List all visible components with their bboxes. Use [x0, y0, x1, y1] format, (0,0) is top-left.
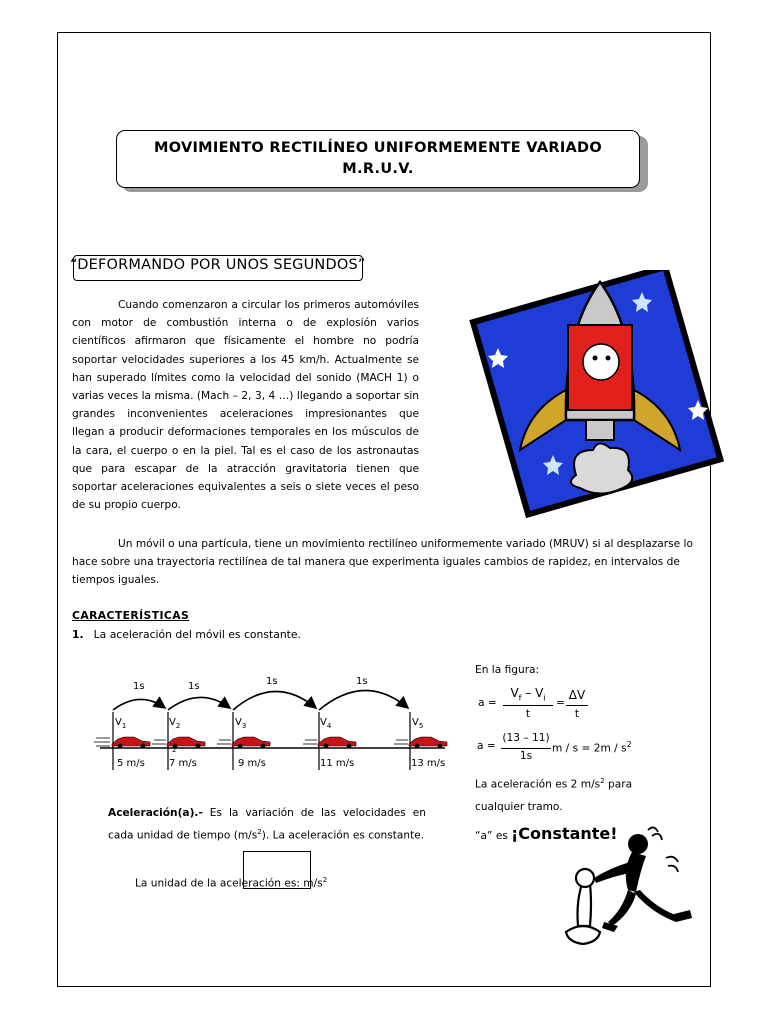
subtitle: “DEFORMANDO POR UNOS SEGUNDOS” [70, 257, 366, 273]
fraction-bar [566, 705, 588, 706]
intro-paragraph [72, 296, 419, 514]
formula1-delta-denominator: t [574, 708, 580, 720]
formula1-lhs: a = [478, 697, 497, 709]
speed-label: 11 m/s [320, 758, 355, 769]
car-icon [112, 737, 447, 748]
stray-mark: 2 [172, 746, 177, 754]
fraction-bar [501, 748, 551, 749]
formula1-delta-numerator: ΔV [568, 688, 586, 702]
velocity-label: $V_5$ [412, 717, 424, 730]
title-line1: MOVIMIENTO RECTILÍNEO UNIFORMEMENTE VARIADO [153, 140, 602, 156]
interval-label: 1s [188, 681, 200, 692]
title-box [116, 130, 640, 188]
fraction-bar [503, 705, 553, 706]
interval-label: 1s [133, 681, 145, 692]
formula2-numerator: (13 – 11) [502, 732, 550, 744]
formula1-denominator: t [525, 708, 531, 720]
constant-word: ¡Constante! [511, 824, 618, 843]
constant-prefix: “a” es [475, 830, 508, 842]
formula1-numerator: $V_f - V_i$ [510, 686, 546, 703]
title-line2: M.R.U.V. [342, 161, 414, 177]
rocket-illustration [468, 270, 733, 520]
characteristics-heading: CARACTERÍSTICAS [72, 609, 190, 622]
velocity-label: $V_3$ [235, 717, 247, 730]
definition-paragraph [72, 535, 695, 590]
unit-line: La unidad de la aceleración es: $m/s^2$ [135, 876, 328, 890]
definition-text: Un móvil o una partícula, tiene un movimiento rectilíneo uniformemente variado (MRUV) si al desplazarse lo hace sobre una trayectoria rectilínea de tal manera que experimenta iguales cambios de rapidez, en intervalos de tiempos iguales. [72, 538, 693, 587]
acceleration-definition: Aceleración(a).- Es la variación de las velocidades en cada unidad de tiempo $(m/s^2)$. La aceleración es constante. [108, 807, 426, 842]
speed-label: 13 m/s [411, 758, 446, 769]
velocity-label: $V_1$ [115, 717, 127, 730]
characteristic-item-1 [72, 628, 301, 641]
acceleration-statement-line2: cualquier tramo. [475, 801, 563, 813]
speed-label: 7 m/s [169, 758, 197, 769]
formula2-denominator: 1s [519, 750, 533, 762]
velocity-label: $V_4$ [320, 717, 332, 730]
formula1-equals: = [556, 697, 565, 709]
item-text: La aceleración del móvil es constante. [93, 628, 301, 641]
speed-label: 5 m/s [117, 758, 145, 769]
acceleration-term: Aceleración(a).- [108, 807, 203, 819]
velocity-label: $V_2$ [169, 717, 181, 730]
formula2-rhs: $m / s = 2m / s^2$ [552, 740, 632, 755]
interval-label: 1s [266, 676, 278, 687]
figure-label: En la figura: [475, 664, 540, 676]
formula2-lhs: a = [477, 740, 496, 752]
intro-text: Cuando comenzaron a circular los primeros automóviles con motor de combustión interna o de explosión varios científicos afirmaron que físicamente el hombre no podría soportar velocidades superiores a los 45 km/h. Actualmente se han superado límites como la velocidad del sonido (MACH 1) o varias veces la misma. (Mach – 2, 3, 4 …) llegando a soportar sin grandes inconvenientes aceleraciones impresionantes que llegan a producir deformaciones temporales en los músculos de la cara, el cuerpo o en la piel. Tal es el caso de los astronautas que para escapar de la atracción gravitatoria tienen que soportar aceleraciones equivalentes a seis o siete veces el peso de su propio cuerpo. [72, 299, 419, 512]
speed-label: 9 m/s [238, 758, 266, 769]
interval-label: 1s [356, 676, 368, 687]
pushing-figure-illustration [548, 822, 703, 947]
item-number: 1. [72, 628, 84, 641]
acceleration-statement: La aceleración es 2 $m/s^2$ para [475, 777, 633, 791]
